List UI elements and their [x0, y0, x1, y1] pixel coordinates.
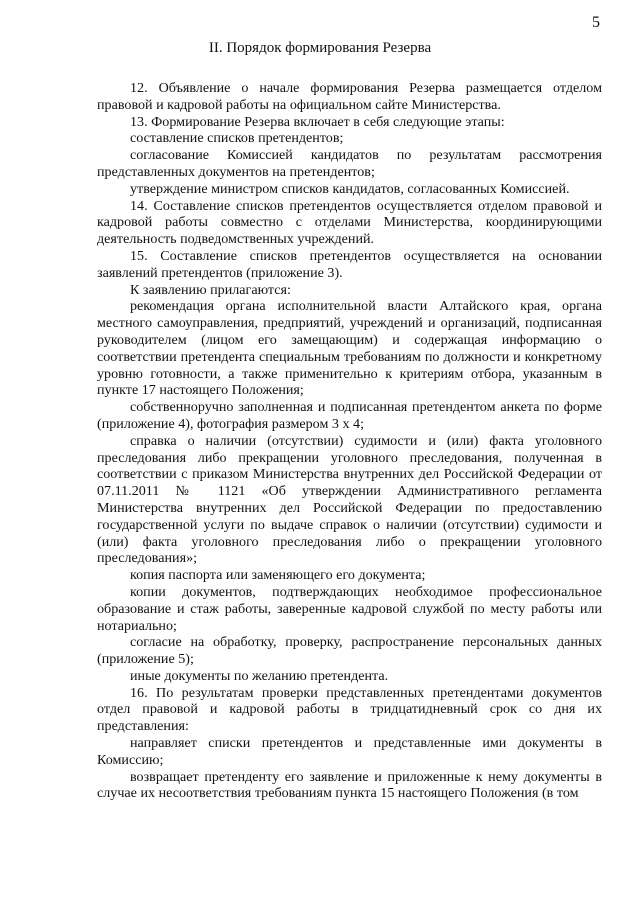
list-item: согласие на обработку, проверку, распространение персональных данных (приложение 5); [97, 634, 602, 668]
paragraph-16: 16. По результатам проверки представленных претендентами документов отдел правовой и кадровой работы в тридцатидневный срок со дня их представления: [97, 684, 602, 735]
list-item: справка о наличии (отсутствии) судимости и (или) факта уголовного преследования либо прекращении уголовного преследования, полученная в соответствии с приказом Министерства внутренних дел Российской Федерации от 07.11.2011 № 1121 «Об утверждении Административного регламента Министерства внутренних дел Российской Федерации по предоставлению государственной услуги по выдаче справок о наличии (отсутствии) судимости и (или) факта уголовного преследования либо о прекращении уголовного преследования»; [97, 432, 602, 567]
list-item: возвращает претенденту его заявление и приложенные к нему документы в случае их несоответствия требованиям пункта 15 настоящего Положения (в том [97, 768, 602, 802]
list-item: рекомендация органа исполнительной власти Алтайского края, органа местного самоуправления, предприятий, учреждений и организаций, подписанная руководителем (лицом его замещающим) и содержащая информацию о соответствии претендента специальным требованиям по должности и конкретному уровню готовности, а также применительно к критериям отбора, указанным в пункте 17 настоящего Положения; [97, 298, 602, 399]
list-item: согласование Комиссией кандидатов по результатам рассмотрения представленных документов на претендентов; [97, 147, 602, 180]
paragraph-15: 15. Составление списков претендентов осуществляется на основании заявлений претендентов (приложение 3). [97, 247, 602, 281]
list-item: иные документы по желанию претендента. [130, 667, 389, 684]
paragraph-12: 12. Объявление о начале формирования Резерва размещается отделом правовой и кадровой работы на официальном сайте Министерства. [97, 80, 602, 113]
document-body [97, 80, 602, 802]
list-item: утверждение министром списков кандидатов, согласованных Комиссией. [130, 180, 570, 197]
section-title: II. Порядок формирования Резерва [208, 40, 432, 56]
list-item: составление списков претендентов; [130, 130, 344, 147]
paragraph-14: 14. Составление списков претендентов осуществляется отделом правовой и кадровой работы совместно с отделами Министерства, координирующими деятельность подведомственных учреждений. [97, 197, 602, 248]
list-item: собственноручно заполненная и подписанная претендентом анкета по форме (приложение 4), фотография размером 3 х 4; [97, 399, 602, 432]
list-item: направляет списки претендентов и представленные ими документы в Комиссию; [97, 735, 602, 768]
page-number: 5 [592, 14, 600, 31]
list-item: копии документов, подтверждающих необходимое профессиональное образование и стаж работы, заверенные кадровой службой по месту работы или нотариально; [97, 583, 602, 634]
attachments-intro: К заявлению прилагаются: [130, 281, 291, 298]
paragraph-13: 13. Формирование Резерва включает в себя следующие этапы: [130, 113, 505, 130]
list-item: копия паспорта или заменяющего его документа; [130, 567, 426, 584]
